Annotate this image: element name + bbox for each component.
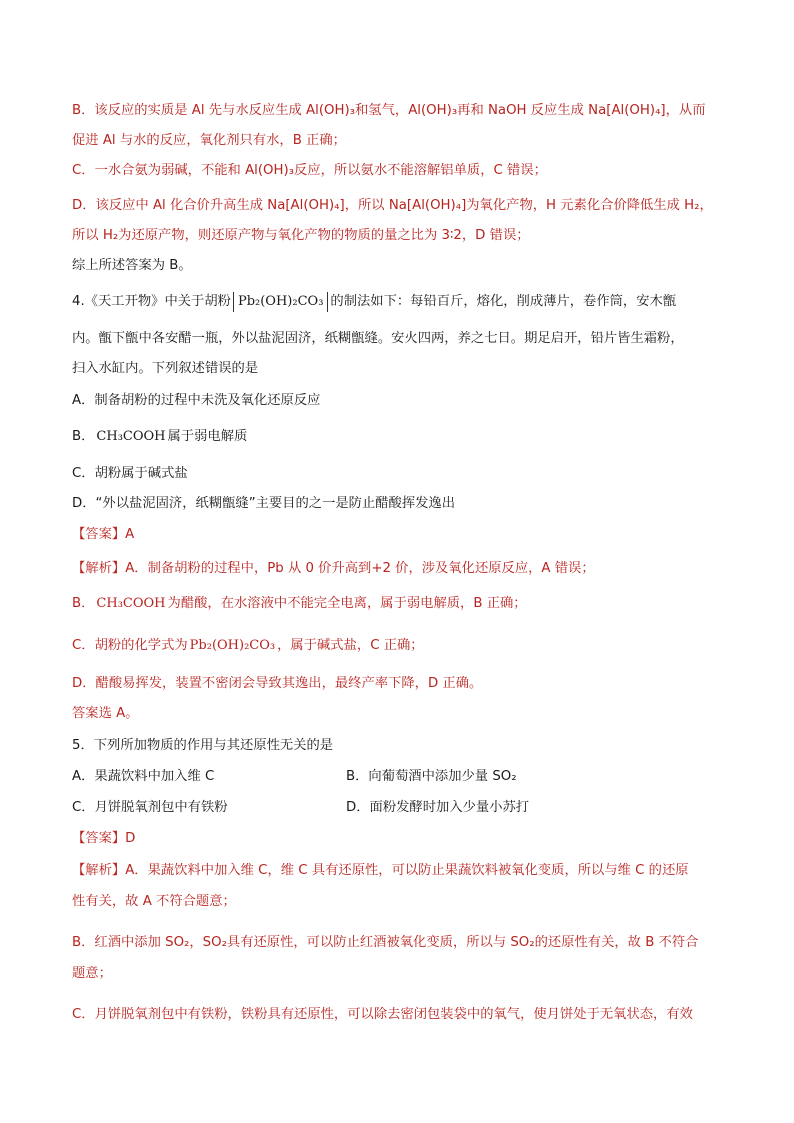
chemical-formula: CH₃COOH bbox=[96, 596, 166, 611]
text-line: 扫入水缸内。下列叙述错误的是 bbox=[72, 361, 259, 376]
option-c: C．胡粉属于碱式盐 bbox=[72, 466, 188, 481]
explanation-text: A．制备胡粉的过程中，Pb 从 0 价升高到+2 价，涉及氧化还原反应，A 错误； bbox=[125, 561, 595, 576]
option-d: D．面粉发酵时加入少量小苏打 bbox=[346, 800, 530, 815]
explanation-tag: 【解析】 bbox=[72, 561, 126, 576]
q4-stem-start: 4.《天工开物》中关于胡粉 bbox=[72, 294, 231, 309]
explanation-text: C．胡粉的化学式为 bbox=[72, 638, 188, 653]
explanation-text: ，属于碱式盐，C 正确； bbox=[277, 638, 424, 653]
explanation-text: A．果蔬饮料中加入维 C，维 C 具有还原性，可以防止果蔬饮料被氧化变质，所以与维 C 的还原 bbox=[125, 863, 689, 878]
explanation-b: B．红酒中添加 SO₂，SO₂具有还原性，可以防止红酒被氧化变质，所以与 SO₂的还原性有关，故 B 不符合 bbox=[72, 935, 699, 950]
option-c: C．月饼脱氧剂包中有铁粉 bbox=[72, 800, 228, 815]
option-letter: B． bbox=[72, 429, 95, 444]
explanation-tag: 【解析】 bbox=[72, 863, 126, 878]
text-line: D．该反应中 Al 化合价升高生成 Na[Al(OH)₄]，所以 Na[Al(OH)₄]为氧化产物，H 元素化合价降低生成 H₂， bbox=[72, 198, 713, 213]
answer-label: 【答案】D bbox=[72, 831, 136, 846]
text-line: B．该反应的实质是 Al 先与水反应生成 Al(OH)₃和氢气，Al(OH)₃再和 NaOH 反应生成 Na[Al(OH)₄]，从而 bbox=[72, 103, 706, 118]
text-line: 内。甑下甑中各安醋一瓶，外以盐泥固济，纸糊甑缝。安火四两，养之七日。期足启开，铅片皆生霜粉， bbox=[72, 331, 684, 346]
option-b bbox=[72, 428, 732, 446]
final-answer: 答案选 A。 bbox=[72, 706, 139, 721]
explanation-text: 为醋酸，在水溶液中不能完全电离，属于弱电解质，B 正确； bbox=[167, 596, 527, 611]
text-line: 题意； bbox=[72, 966, 112, 981]
explanation-a bbox=[72, 560, 732, 578]
option-a: A．制备胡粉的过程中未洗及氧化还原反应 bbox=[72, 393, 321, 408]
answer-label: 【答案】A bbox=[72, 527, 135, 542]
text-line: 所以 H₂为还原产物，则还原产物与氧化产物的物质的量之比为 3∶2，D 错误； bbox=[72, 228, 530, 243]
option-text: 属于弱电解质 bbox=[167, 429, 248, 444]
option-d: D．“外以盐泥固济，纸糊甑缝”主要目的之一是防止醋酸挥发逸出 bbox=[72, 496, 456, 511]
option-b: B．向葡萄酒中添加少量 SO₂ bbox=[346, 769, 517, 784]
text-line: 综上所述答案为 B。 bbox=[72, 258, 192, 273]
question-5-stem: 5．下列所加物质的作用与其还原性无关的是 bbox=[72, 738, 334, 753]
chemical-formula: Pb₂(OH)₂CO₃ bbox=[233, 292, 328, 312]
explanation-c: C．月饼脱氧剂包中有铁粉，铁粉具有还原性，可以除去密闭包装袋中的氧气，使月饼处于无氧状态，有效 bbox=[72, 1007, 693, 1022]
explanation-d: D．醋酸易挥发，装置不密闭会导致其逸出，最终产率下降，D 正确。 bbox=[72, 676, 483, 691]
text-line: C．一水合氨为弱碱，不能和 Al(OH)₃反应，所以氨水不能溶解铝单质，C 错误； bbox=[72, 163, 547, 178]
option-letter: B． bbox=[72, 596, 95, 611]
question-4-stem bbox=[72, 292, 732, 312]
explanation-c bbox=[72, 637, 732, 655]
explanation-a bbox=[72, 862, 732, 880]
text-line: 促进 Al 与水的反应，氧化剂只有水，B 正确； bbox=[72, 133, 346, 148]
chemical-formula: CH₃COOH bbox=[96, 429, 166, 444]
explanation-b bbox=[72, 595, 732, 613]
q4-stem-end: 的制法如下：每铅百斤，熔化，削成薄片，卷作筒，安木甑 bbox=[330, 294, 677, 309]
chemical-formula: Pb₂(OH)₂CO₃ bbox=[189, 638, 276, 653]
option-a: A．果蔬饮料中加入维 C bbox=[72, 769, 215, 784]
text-line: 性有关，故 A 不符合题意； bbox=[72, 894, 236, 909]
